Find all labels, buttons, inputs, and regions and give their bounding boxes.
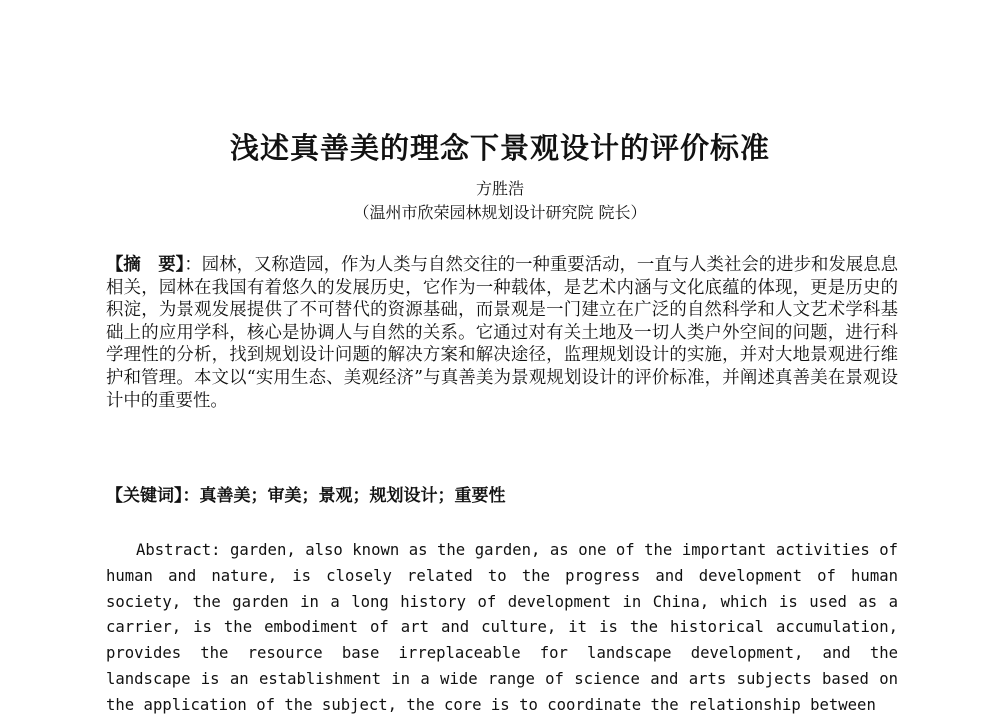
keywords-text: ：真善美；审美；景观；规划设计；重要性 xyxy=(182,486,506,506)
keywords-label: 【关键词】 xyxy=(106,486,183,506)
author-affiliation: （温州市欣荣园林规划设计研究院 院长） xyxy=(353,203,647,222)
keywords xyxy=(106,484,898,508)
author-name: 方胜浩 xyxy=(475,179,524,198)
chinese-abstract xyxy=(106,254,898,412)
paper-title: 浅述真善美的理念下景观设计的评价标准 xyxy=(229,131,770,165)
abstract-text: ：园林，又称造园，作为人类与自然交往的一种重要活动，一直与人类社会的进步和发展息息相关，园林在我国有着悠久的发展历史，它作为一种载体，是艺术内涵与文化底蕴的体现，更是历史的积淀，为景观发展提供了不可替代的资源基础，而景观是一门建立在广泛的自然科学和人文艺术学科基础上的应用学科，核心是协调人与自然的关系。它通过对有关土地及一切人类户外空间的问题，进行科学理性的分析，找到规划设计问题的解决方案和解决途径，监理规划设计的实施，并对大地景观进行维护和管理。本文以“实用生态、美观经济”与真善美为景观规划设计的评价标准，并阐述真善美在景观设计中的重要性。 xyxy=(106,255,898,411)
english-abstract: Abstract: garden, also known as the garden, as one of the important activities of human and nature, is closely related to the progress and development of human society, the garden in a long history of development in China, which is used as a carrier, is the embodiment of art and culture, it is the historical accumulation, provides the resource base irreplaceable for landscape development, and the landscape is an establishment in a wide range of science and arts subjects based on the application of the subject, the core is to coordinate the relationship between xyxy=(106,541,898,714)
abstract-label: 【摘 要】 xyxy=(106,255,185,275)
